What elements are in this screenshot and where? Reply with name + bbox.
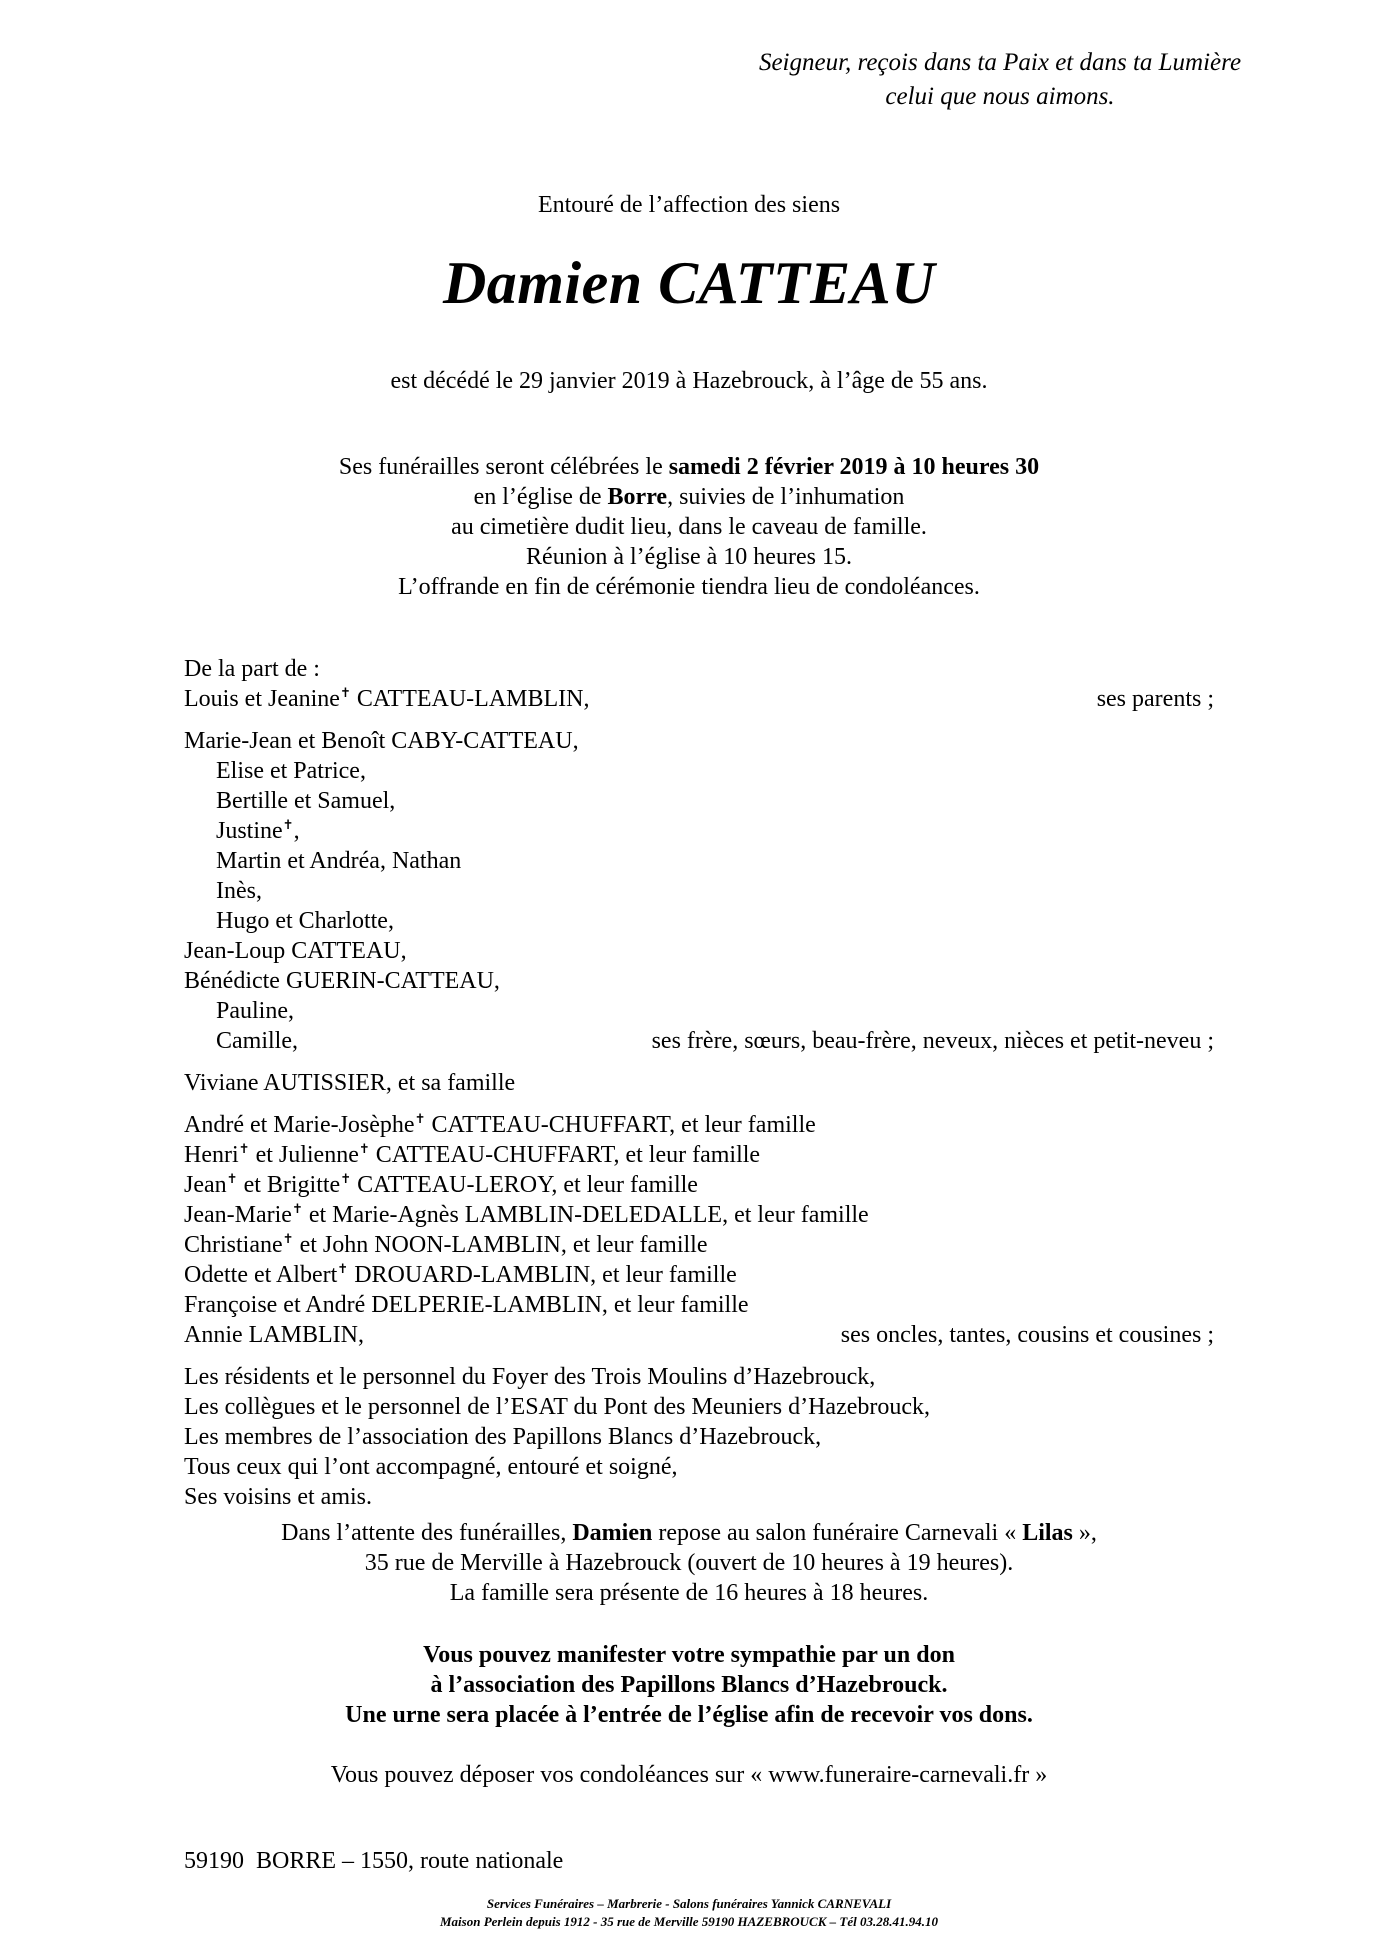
family-text: Christiane xyxy=(184,1232,283,1258)
funeral-details xyxy=(0,452,1378,602)
family-row xyxy=(184,816,1214,846)
address: 59190 BORRE – 1550, route nationale xyxy=(184,1848,564,1874)
family-text: Annie LAMBLIN, xyxy=(184,1322,364,1348)
family-text: CATTEAU-CHUFFART, et leur famille xyxy=(369,1142,761,1168)
family-text: et Julienne xyxy=(249,1142,359,1168)
wake-text: repose au salon funéraire Carnevali « xyxy=(652,1520,1023,1546)
family-row xyxy=(184,1320,1214,1350)
family-text: DROUARD-LAMBLIN, et leur famille xyxy=(348,1262,737,1288)
family-row: Bertille et Samuel, xyxy=(216,788,396,814)
family-row xyxy=(184,1110,1214,1140)
family-row: Elise et Patrice, xyxy=(216,758,366,784)
deceased-name: Damien CATTEAU xyxy=(442,250,936,316)
funeral-text: en l’église de xyxy=(473,484,608,510)
family-row: Marie-Jean et Benoît CABY-CATTEAU, xyxy=(184,728,579,754)
funeral-line xyxy=(0,452,1378,482)
family-row: Ses voisins et amis. xyxy=(184,1484,373,1510)
funeral-line xyxy=(0,482,1378,512)
wake-name: Damien xyxy=(572,1520,653,1546)
family-row: Martin et Andréa, Nathan xyxy=(216,848,462,874)
family-text: et Brigitte xyxy=(237,1172,341,1198)
family-row: Les résidents et le personnel du Foyer des Trois Moulins d’Hazebrouck, xyxy=(184,1364,876,1390)
funeral-text: Ses funérailles seront célébrées le xyxy=(338,454,669,480)
intro-text: Entouré de l’affection des siens xyxy=(537,192,841,218)
funeral-place: Borre xyxy=(607,484,668,510)
family-row xyxy=(184,1170,1214,1200)
cross-icon: ✝ xyxy=(414,1111,426,1126)
family-text: Jean xyxy=(184,1172,227,1198)
wake-info xyxy=(0,1518,1378,1608)
funeral-line: Réunion à l’église à 10 heures 15. xyxy=(526,544,852,570)
wake-room: Lilas xyxy=(1022,1520,1073,1546)
wake-text: », xyxy=(1072,1520,1097,1546)
wake-line: La famille sera présente de 16 heures à 18 heures. xyxy=(449,1580,929,1606)
epigraph xyxy=(680,46,1320,114)
family-text: Jean-Marie xyxy=(184,1202,292,1228)
family-text: Henri xyxy=(184,1142,239,1168)
family-row: Viviane AUTISSIER, et sa famille xyxy=(184,1070,516,1096)
family-list xyxy=(184,654,1214,1512)
family-row: Françoise et André DELPERIE-LAMBLIN, et leur famille xyxy=(184,1292,749,1318)
family-text: Odette et Albert xyxy=(184,1262,338,1288)
cross-icon: ✝ xyxy=(282,1231,294,1246)
family-text: André et Marie-Josèphe xyxy=(184,1112,415,1138)
family-text: Camille, xyxy=(216,1028,298,1054)
family-row: Inès, xyxy=(216,878,262,904)
family-text: et Marie-Agnès LAMBLIN-DELEDALLE, et leur famille xyxy=(302,1202,869,1228)
family-row xyxy=(184,1200,1214,1230)
family-header: De la part de : xyxy=(184,656,320,682)
family-row: Tous ceux qui l’ont accompagné, entouré et soigné, xyxy=(184,1454,678,1480)
relation-label: ses frère, sœurs, beau-frère, neveux, nièces et petit-neveu ; xyxy=(651,1028,1214,1054)
cross-icon: ✝ xyxy=(339,685,351,700)
wake-line xyxy=(0,1518,1378,1548)
family-text: et John NOON-LAMBLIN, et leur famille xyxy=(293,1232,708,1258)
funeral-line: au cimetière dudit lieu, dans le caveau de famille. xyxy=(451,514,927,540)
donation-notice xyxy=(0,1640,1378,1730)
family-row xyxy=(184,1260,1214,1290)
family-text: , xyxy=(293,818,300,844)
condolences-notice: Vous pouvez déposer vos condoléances sur « www.funeraire-carnevali.fr » xyxy=(330,1762,1048,1788)
relation-label: ses parents ; xyxy=(1096,686,1214,712)
cross-icon: ✝ xyxy=(340,1171,352,1186)
family-row: Les collègues et le personnel de l’ESAT du Pont des Meuniers d’Hazebrouck, xyxy=(184,1394,931,1420)
family-row: Pauline, xyxy=(216,998,294,1024)
family-row-parents xyxy=(184,684,1214,714)
footer-line: Services Funéraires – Marbrerie - Salons funéraires Yannick CARNEVALI xyxy=(486,1896,892,1911)
cross-icon: ✝ xyxy=(238,1141,250,1156)
epigraph-line: celui que nous aimons. xyxy=(885,83,1115,110)
family-row xyxy=(184,1026,1214,1056)
death-notice: est décédé le 29 janvier 2019 à Hazebrouck, à l’âge de 55 ans. xyxy=(390,368,988,394)
footer xyxy=(0,1895,1378,1931)
family-row: Hugo et Charlotte, xyxy=(216,908,394,934)
family-row: Bénédicte GUERIN-CATTEAU, xyxy=(184,968,500,994)
family-row: Les membres de l’association des Papillons Blancs d’Hazebrouck, xyxy=(184,1424,822,1450)
wake-text: Dans l’attente des funérailles, xyxy=(281,1520,573,1546)
funeral-line: L’offrande en fin de cérémonie tiendra lieu de condoléances. xyxy=(398,574,980,600)
family-text: CATTEAU-LAMBLIN, xyxy=(350,686,590,712)
family-row xyxy=(184,1230,1214,1260)
family-text: Louis et Jeanine xyxy=(184,686,340,712)
family-text: CATTEAU-CHUFFART, et leur famille xyxy=(425,1112,816,1138)
family-text: Justine xyxy=(216,818,283,844)
funeral-text: , suivies de l’inhumation xyxy=(667,484,905,510)
family-row xyxy=(184,1140,1214,1170)
donation-line: à l’association des Papillons Blancs d’Hazebrouck. xyxy=(430,1672,948,1698)
cross-icon: ✝ xyxy=(291,1201,303,1216)
family-text: CATTEAU-LEROY, et leur famille xyxy=(351,1172,698,1198)
cross-icon: ✝ xyxy=(358,1141,370,1156)
family-row: Jean-Loup CATTEAU, xyxy=(184,938,407,964)
cross-icon: ✝ xyxy=(282,817,294,832)
cross-icon: ✝ xyxy=(226,1171,238,1186)
wake-line: 35 rue de Merville à Hazebrouck (ouvert de 10 heures à 19 heures). xyxy=(364,1550,1014,1576)
donation-line: Vous pouvez manifester votre sympathie par un don xyxy=(423,1642,955,1668)
donation-line: Une urne sera placée à l’entrée de l’église afin de recevoir vos dons. xyxy=(345,1702,1033,1728)
epigraph-line: Seigneur, reçois dans ta Paix et dans ta Lumière xyxy=(758,49,1242,76)
relation-label: ses oncles, tantes, cousins et cousines ; xyxy=(840,1322,1214,1348)
cross-icon: ✝ xyxy=(337,1261,349,1276)
footer-line: Maison Perlein depuis 1912 - 35 rue de Merville 59190 HAZEBROUCK – Tél 03.28.41.94.10 xyxy=(440,1914,938,1929)
funeral-date: samedi 2 février 2019 à 10 heures 30 xyxy=(668,454,1040,480)
